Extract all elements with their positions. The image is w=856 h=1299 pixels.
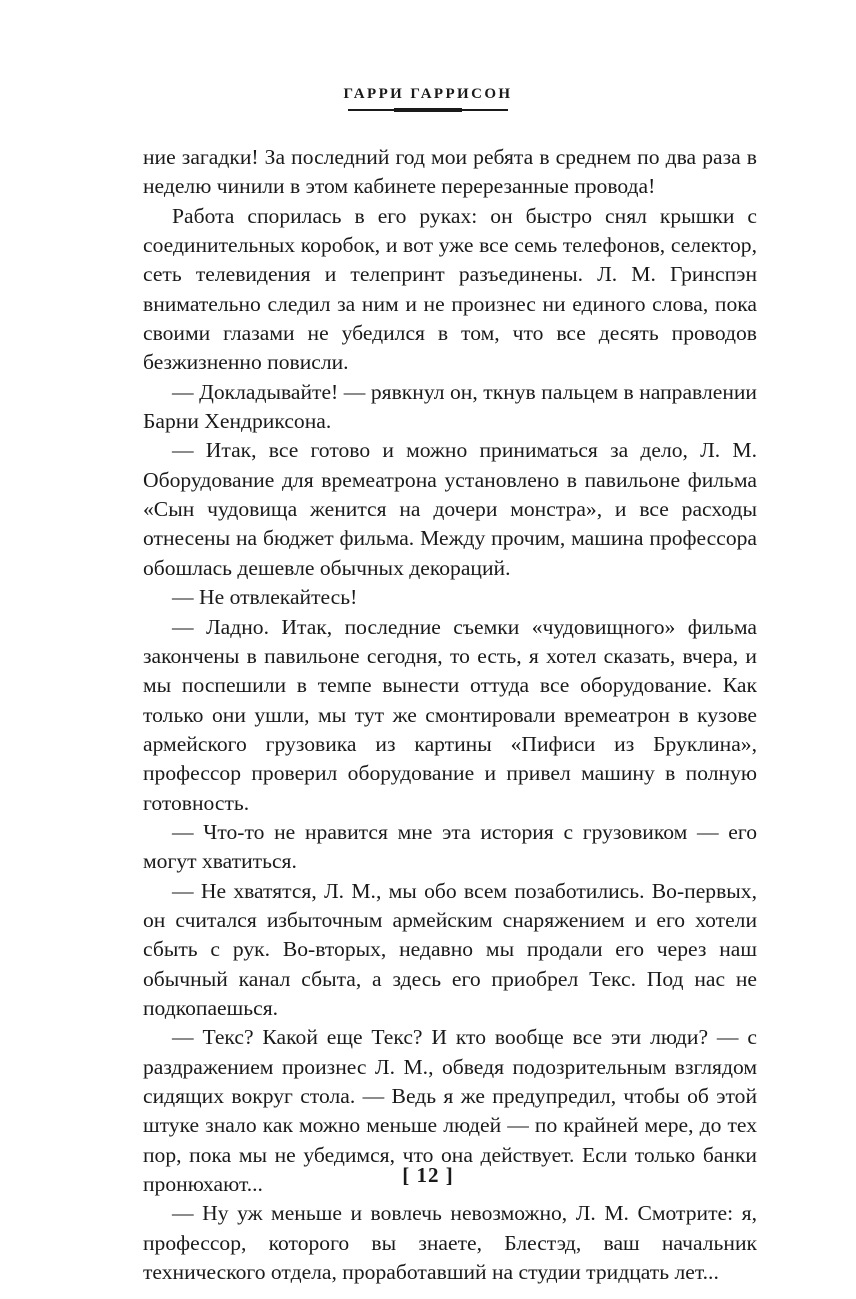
- paragraph: — Не хватятся, Л. М., мы обо всем позаботились. Во-первых, он считался избыточным армейским снаряжением и его хотели сбыть с рук. Во-вторых, недавно мы продали его через наш обычный канал сбыта, а здесь его приобрел Текс. Под нас не подкопаешься.: [143, 878, 757, 1020]
- paragraph: — Что-то не нравится мне эта история с грузовиком — его могут хватиться.: [143, 819, 757, 874]
- paragraph: — Докладывайте! — рявкнул он, ткнув пальцем в направлении Барни Хендриксона.: [143, 379, 757, 434]
- paragraph: ние загадки! За последний год мои ребята в среднем по два раза в неделю чинили в этом кабинете перерезанные провода!: [143, 145, 757, 199]
- paragraph: — Текс? Какой еще Текс? И кто вообще все эти люди? — с раздражением произнес Л. М., обведя подозрительным взглядом сидящих вокруг стола. — Ведь я же предупредил, чтобы об этой штуке знало как можно меньше людей — по крайней мере, до тех пор, пока мы не убедимся, что она действует. Если только банки пронюхают...: [143, 1025, 757, 1197]
- running-title: ГАРРИ ГАРРИСОН: [343, 86, 513, 102]
- paragraph: — Не отвлекайтесь!: [172, 585, 358, 610]
- folio-bracket-left: [: [402, 1163, 411, 1187]
- page-number-value: 12: [416, 1163, 440, 1187]
- paragraph: — Ну уж меньше и вовлечь невозможно, Л. М. Смотрите: я, профессор, которого вы знаете, Блестэд, ваш начальник технического отдела, проработавший на студии тридцать лет...: [143, 1201, 757, 1285]
- paragraph: — Ладно. Итак, последние съемки «чудовищного» фильма закончены в павильоне сегодня, то есть, я хотел сказать, вчера, и мы поспешили в темпе вынести оттуда все оборудование. Как только они ушли, мы тут же смонтировали времеатрон в кузове армейского грузовика из картины «Пифиси из Бруклина», профессор проверил оборудование и привел машину в полную готовность.: [143, 614, 757, 815]
- header-divider: [348, 109, 508, 111]
- paragraph: — Итак, все готово и можно приниматься за дело, Л. М. Оборудование для времеатрона установлено в павильоне фильма «Сын чудовища женится на дочери монстра», и все расходы отнесены на бюджет фильма. Между прочим, машина профессора обошлась дешевле обычных декораций.: [143, 438, 757, 580]
- paragraph: Работа спорилась в его руках: он быстро снял крышки с соединительных коробок, и вот уже все семь телефонов, селектор, сеть телевидения и телепринт разъединены. Л. М. Гринспэн внимательно следил за ним и не произнес ни единого слова, пока своими глазами не убедился в том, что все десять проводов безжизненно повисли.: [143, 203, 757, 375]
- page-number: [0, 1163, 856, 1188]
- body-text: [143, 143, 757, 1287]
- running-header: [0, 86, 856, 111]
- folio-bracket-right: ]: [445, 1163, 454, 1187]
